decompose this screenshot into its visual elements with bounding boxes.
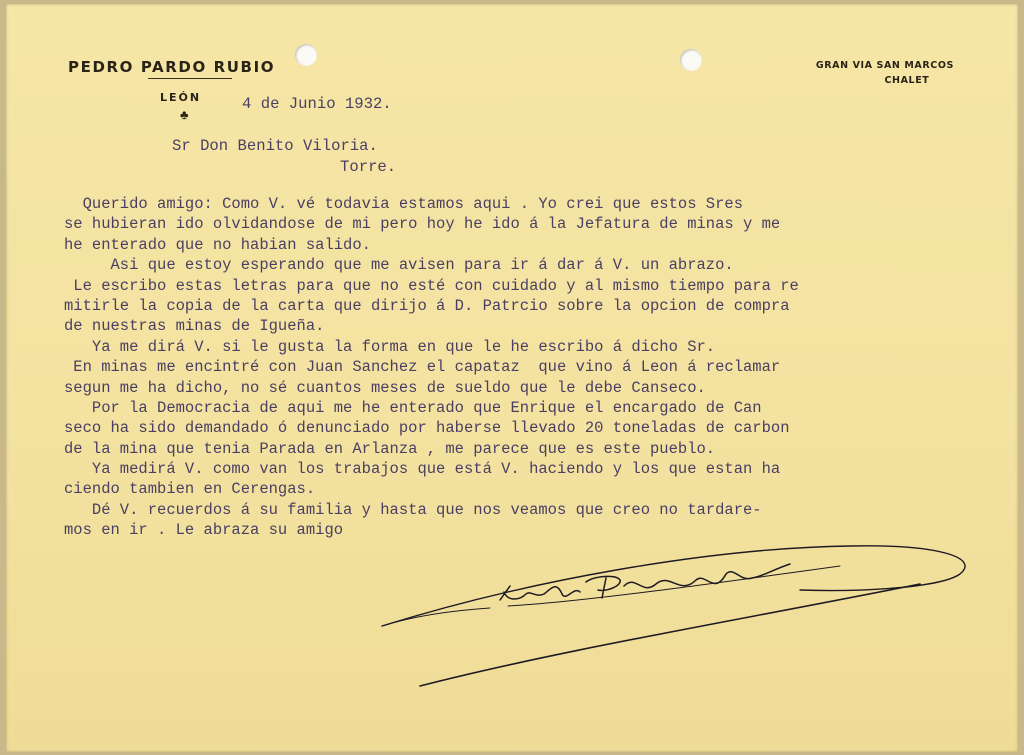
body-line: Ya medirá V. como van los trabajos que está V. haciendo y los que estan ha: [64, 460, 781, 479]
body-line: de nuestras minas de Igueña.: [64, 317, 325, 336]
letterhead-address: [816, 58, 954, 88]
clover-icon: ♣: [180, 107, 189, 122]
address-line-1: GRAN VIA SAN MARCOS: [815, 60, 954, 71]
body-line: Asi que estoy esperando que me avisen para ir á dar á V. un abrazo.: [64, 256, 734, 275]
body-line: Querido amigo: Como V. vé todavia estamos aqui . Yo crei que estos Sres: [64, 195, 744, 213]
letterhead-city: LEÓN: [160, 91, 202, 104]
address-line-2: CHALET: [884, 75, 930, 86]
body-line: En minas me encintré con Juan Sanchez el capataz que vino á Leon á reclamar: [64, 358, 781, 377]
body-line: Por la Democracia de aqui me he enterado que Enrique el encargado de Can: [64, 398, 762, 417]
body-line: he enterado que no habian salido.: [64, 235, 371, 254]
letterhead-name: PEDRO PARDO RUBIO: [68, 58, 276, 76]
letterhead-rule: [148, 78, 232, 79]
recipient-line-2: Torre.: [340, 158, 397, 176]
letter-body: [64, 194, 799, 541]
signature: [380, 540, 980, 690]
punch-hole-left: [295, 44, 317, 66]
body-line: segun me ha dicho, no sé cuantos meses de sueldo que le debe Canseco.: [64, 378, 706, 397]
punch-hole-right: [680, 49, 702, 71]
body-line: de la mina que tenia Parada en Arlanza , me parece que es este pueblo.: [64, 439, 716, 458]
body-line: mos en ir . Le abraza su amigo: [64, 521, 344, 540]
letter-date: 4 de Junio 1932.: [242, 95, 392, 113]
body-line: seco ha sido demandado ó denunciado por haberse llevado 20 toneladas de carbon: [64, 419, 790, 438]
recipient-line-1: Sr Don Benito Viloria.: [172, 137, 378, 155]
body-line: ciendo tambien en Cerengas.: [64, 480, 316, 499]
body-line: se hubieran ido olvidandose de mi pero hoy he ido á la Jefatura de minas y me: [64, 215, 781, 234]
body-line: Le escribo estas letras para que no esté con cuidado y al mismo tiempo para re: [64, 276, 799, 295]
body-line: mitirle la copia de la carta que dirijo á D. Patrcio sobre la opcion de compra: [64, 296, 790, 315]
body-line: Dé V. recuerdos á su familia y hasta que nos veamos que creo no tardare-: [64, 500, 762, 519]
body-line: Ya me dirá V. si le gusta la forma en que le he escribo á dicho Sr.: [64, 337, 716, 356]
